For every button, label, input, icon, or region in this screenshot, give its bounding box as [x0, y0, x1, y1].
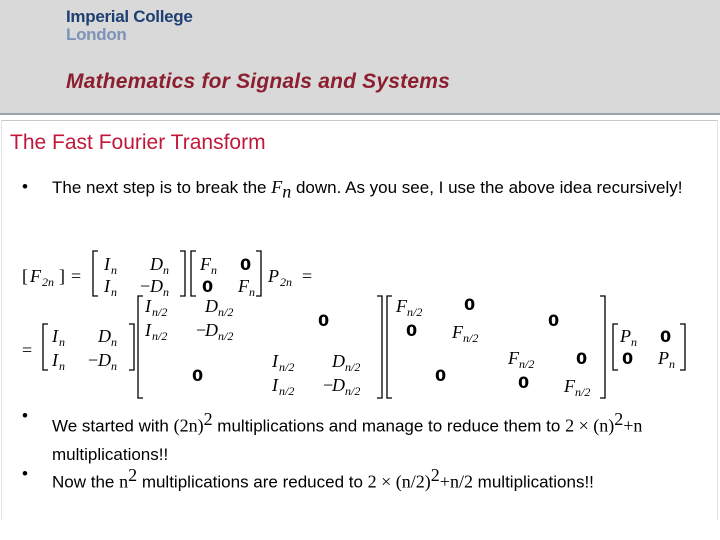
mE-F-4-sub: n/2: [575, 385, 591, 399]
mA-minus: −: [140, 276, 151, 296]
mB-F-2: F: [238, 276, 249, 296]
mD-I-3-sub: n/2: [279, 360, 295, 374]
mA-I-2: I: [104, 276, 110, 296]
mB-F-1: F: [200, 254, 211, 274]
mC-I-1-sub: n: [59, 335, 65, 349]
mC-I-1: I: [52, 326, 58, 346]
mC-I-2: I: [52, 350, 58, 370]
bullet-2-math-b-sup: 2: [614, 409, 624, 429]
bullet-3-math-a-sup: 2: [128, 465, 138, 485]
mC-minus: −: [88, 350, 99, 370]
bullet-3-part-b: multiplications are reduced to: [137, 472, 368, 492]
bullet-3-text: [52, 463, 702, 495]
mE-zero-tr: 0: [548, 311, 560, 330]
course-title: Mathematics for Signals and Systems: [66, 70, 450, 93]
mC-D-2: D: [98, 350, 111, 370]
mF-P-1-sub: n: [631, 335, 637, 349]
bullet-2-part-c: multiplications!!: [52, 444, 169, 464]
bullet-2-text: [52, 405, 702, 469]
mD-I-1-sub: n/2: [152, 305, 168, 319]
slide-header: [0, 0, 720, 115]
bullet-1-math-n: n: [282, 181, 292, 202]
mE-F-1-sub: n/2: [407, 305, 423, 319]
mD-I-1: I: [145, 296, 151, 316]
mD-I-2: I: [145, 320, 151, 340]
eq-sign-3: =: [22, 340, 33, 360]
bullet-3-part-a: Now the: [52, 472, 120, 492]
eq-lhs-F: F: [30, 266, 41, 286]
mE-F-2-sub: n/2: [463, 331, 479, 345]
mB-F-1-sub: n: [211, 263, 217, 277]
mD-minus-2: −: [323, 375, 334, 395]
mE-F-3: F: [508, 348, 519, 368]
bullet-3-math-b: 2 × (n/2): [367, 471, 431, 492]
mF-P-2: P: [658, 348, 669, 368]
mF-zero-1: 0: [660, 327, 672, 346]
mC-D-1: D: [98, 326, 111, 346]
eq-lhs-F-sub: 2n: [42, 275, 54, 289]
bullet-marker-3: •: [22, 464, 28, 483]
mF-P-2-sub: n: [669, 357, 675, 371]
mC-D-1-sub: n: [111, 335, 117, 349]
bullet-2-part-a: We started with: [52, 416, 174, 436]
mF-zero-2: 0: [622, 349, 634, 368]
mD-D-1: D: [205, 296, 218, 316]
bullet-3-math-b-tail: +n/2: [439, 471, 473, 492]
bullet-1-part-b: down. As you see, I use the above idea recursively!: [291, 178, 683, 197]
mE-F-1: F: [396, 296, 407, 316]
mE-F-3-sub: n/2: [519, 357, 535, 371]
mD-D-2-sub: n/2: [218, 329, 234, 343]
mE-zero-4: 0: [518, 373, 530, 392]
eq-P2n: P: [268, 266, 279, 286]
mA-I-1: I: [104, 254, 110, 274]
bullet-3-math-b-sup: 2: [430, 465, 440, 485]
eq-P2n-sub: 2n: [280, 275, 292, 289]
bullet-2-math-a: (2n): [173, 415, 204, 436]
mE-F-2: F: [452, 322, 463, 342]
eq-lhs-bracket-close: ]: [59, 266, 65, 286]
eq-sign-2: =: [302, 266, 313, 286]
slide-title: The Fast Fourier Transform: [10, 131, 266, 154]
eq-sign-1: =: [71, 266, 82, 286]
bullet-1-part-a: The next step is to break the: [52, 178, 272, 197]
mD-D-3-sub: n/2: [345, 360, 361, 374]
mE-zero-3: 0: [576, 349, 588, 368]
mD-I-2-sub: n/2: [152, 329, 168, 343]
mE-F-4: F: [564, 376, 575, 396]
mD-D-3: D: [332, 351, 345, 371]
mF-P-1: P: [620, 326, 631, 346]
mB-zero-1: 0: [240, 255, 252, 274]
bullet-3-part-c: multiplications!!: [472, 472, 594, 492]
mD-I-4-sub: n/2: [279, 384, 295, 398]
bullet-marker-1: •: [22, 177, 28, 196]
mD-D-4: D: [332, 375, 345, 395]
mE-zero-1: 0: [464, 295, 476, 314]
mA-I-2-sub: n: [111, 285, 117, 299]
logo-line1: Imperial College: [66, 7, 193, 26]
mE-zero-bl: 0: [435, 366, 447, 385]
mD-zero-bl: 0: [192, 366, 204, 385]
mD-D-2: D: [205, 320, 218, 340]
mD-minus-1: −: [196, 320, 207, 340]
mD-I-4: I: [272, 375, 278, 395]
mA-D-1-sub: n: [163, 263, 169, 277]
mD-D-4-sub: n/2: [345, 384, 361, 398]
bullet-2-math-b-tail: +n: [623, 415, 643, 436]
mD-D-1-sub: n/2: [218, 305, 234, 319]
bullet-3-math-a: n: [119, 471, 129, 492]
mA-I-1-sub: n: [111, 263, 117, 277]
logo-line2: London: [66, 25, 127, 44]
mA-D-2: D: [150, 276, 163, 296]
mD-I-3: I: [272, 351, 278, 371]
mD-zero-tr: 0: [318, 311, 330, 330]
mA-D-2-sub: n: [163, 285, 169, 299]
mC-I-2-sub: n: [59, 359, 65, 373]
bullet-1-text: [52, 176, 702, 203]
bullet-marker-2: •: [22, 406, 28, 425]
mE-zero-2: 0: [406, 321, 418, 340]
mB-F-2-sub: n: [249, 285, 255, 299]
bullet-2-part-b: multiplications and manage to reduce them to: [212, 416, 566, 436]
eq-lhs-bracket-open: [: [22, 266, 28, 286]
bullet-1-math-F: F: [271, 177, 283, 197]
mC-D-2-sub: n: [111, 359, 117, 373]
imperial-college-logo: [66, 8, 193, 44]
bullet-2-math-a-sup: 2: [203, 409, 213, 429]
mB-zero-2: 0: [202, 277, 214, 296]
mA-D-1: D: [150, 254, 163, 274]
bullet-2-math-b: 2 × (n): [565, 415, 615, 436]
